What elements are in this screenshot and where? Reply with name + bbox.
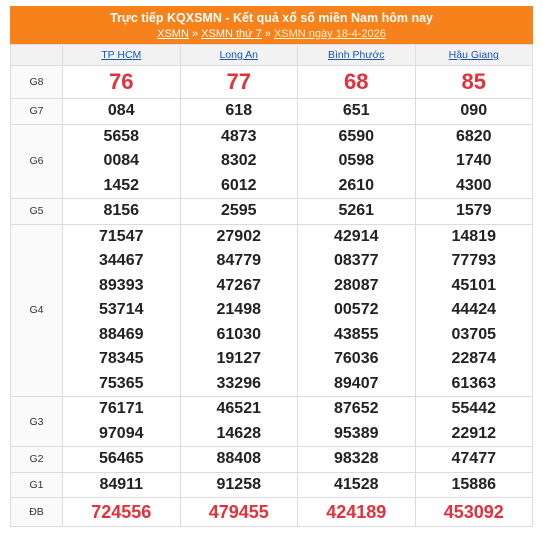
prize-number: 4873 bbox=[220, 127, 257, 145]
column-header bbox=[415, 45, 533, 66]
prize-number: 97094 bbox=[99, 424, 144, 442]
prize-label: G2 bbox=[11, 447, 63, 473]
breadcrumb-separator: » bbox=[191, 28, 199, 40]
prize-number: 88469 bbox=[99, 325, 144, 343]
prize-number: 71547 bbox=[99, 227, 144, 245]
prize-number: 28087 bbox=[334, 276, 379, 294]
prize-number: 43855 bbox=[334, 325, 379, 343]
province-link-long-an[interactable]: Long An bbox=[219, 49, 259, 61]
prize-number: 89407 bbox=[334, 374, 379, 392]
prize-number: 45101 bbox=[451, 276, 496, 294]
prize-number: 19127 bbox=[216, 350, 261, 367]
prize-label: G5 bbox=[11, 199, 63, 225]
breadcrumb-xsmn[interactable]: XSMN bbox=[157, 28, 189, 40]
prize-number: 85 bbox=[415, 66, 533, 99]
prize-number: 15886 bbox=[415, 472, 533, 498]
prize-number: 8156 bbox=[63, 199, 181, 225]
prize-label: G4 bbox=[11, 224, 63, 397]
prize-number: 77 bbox=[180, 66, 298, 99]
prize-number: 76036 bbox=[334, 350, 379, 367]
prize-number: 27902 bbox=[216, 227, 261, 245]
prize-number: 22874 bbox=[451, 350, 496, 367]
prize-number: 4300 bbox=[455, 176, 492, 194]
prize-label: G6 bbox=[11, 124, 63, 199]
breadcrumb-xsmn-saturday[interactable]: XSMN thứ 7 bbox=[201, 28, 262, 40]
prize-number: 2595 bbox=[180, 199, 298, 225]
province-link-tp-hcm[interactable]: TP HCM bbox=[101, 49, 142, 61]
special-prize-number: 453092 bbox=[415, 498, 533, 527]
prize-row-g6 bbox=[11, 124, 533, 199]
prize-cell bbox=[63, 397, 181, 447]
prize-number: 5261 bbox=[298, 199, 416, 225]
prize-row-g2 bbox=[11, 447, 533, 473]
prize-number: 75365 bbox=[99, 374, 144, 392]
prize-number: 46521 bbox=[216, 400, 261, 417]
prize-row-g1 bbox=[11, 472, 533, 498]
prize-number: 2610 bbox=[338, 176, 375, 194]
prize-number: 44424 bbox=[451, 301, 496, 318]
prize-number: 61363 bbox=[451, 374, 496, 392]
prize-cell bbox=[415, 397, 533, 447]
prize-number: 76 bbox=[63, 66, 181, 99]
prize-number: 68 bbox=[298, 66, 416, 99]
prize-number: 1740 bbox=[455, 152, 492, 169]
prize-number: 21498 bbox=[216, 301, 261, 318]
prize-number: 6820 bbox=[455, 127, 492, 145]
prize-cell bbox=[63, 124, 181, 199]
prize-number: 77793 bbox=[451, 252, 496, 269]
prize-row-g7 bbox=[11, 99, 533, 125]
prize-number: 89393 bbox=[99, 276, 144, 294]
special-prize-number: 724556 bbox=[63, 498, 181, 527]
special-prize-number: 424189 bbox=[298, 498, 416, 527]
prize-number: 618 bbox=[180, 99, 298, 125]
prize-number: 0598 bbox=[338, 152, 375, 169]
prize-number: 47477 bbox=[415, 447, 533, 473]
prize-number: 33296 bbox=[216, 374, 261, 392]
prize-number: 14819 bbox=[451, 227, 496, 245]
prize-number: 6590 bbox=[338, 127, 375, 145]
prize-number: 76171 bbox=[99, 400, 144, 417]
prize-number: 08377 bbox=[334, 252, 379, 269]
page-title: Trực tiếp KQXSMN - Kết quả xổ số miền Nam hôm nay bbox=[110, 11, 433, 25]
prize-label: G8 bbox=[11, 66, 63, 99]
prize-row-g4 bbox=[11, 224, 533, 397]
prize-number: 22912 bbox=[451, 424, 496, 442]
prize-row-g3 bbox=[11, 397, 533, 447]
breadcrumb bbox=[10, 28, 533, 41]
prize-label: G1 bbox=[11, 472, 63, 498]
column-header bbox=[180, 45, 298, 66]
prize-cell bbox=[298, 397, 416, 447]
prize-cell bbox=[63, 224, 181, 397]
prize-cell bbox=[298, 124, 416, 199]
corner-cell bbox=[11, 45, 63, 66]
prize-number: 61030 bbox=[216, 325, 261, 343]
prize-number: 84779 bbox=[216, 252, 261, 269]
prize-number: 47267 bbox=[216, 276, 261, 294]
prize-number: 87652 bbox=[334, 400, 379, 417]
results-table bbox=[10, 44, 533, 527]
prize-number: 42914 bbox=[334, 227, 379, 245]
prize-number: 34467 bbox=[99, 252, 144, 269]
results-panel bbox=[10, 6, 533, 527]
prize-row-special bbox=[11, 498, 533, 527]
column-header bbox=[63, 45, 181, 66]
prize-row-g8 bbox=[11, 66, 533, 99]
prize-cell bbox=[415, 124, 533, 199]
province-link-hau-giang[interactable]: Hậu Giang bbox=[448, 49, 499, 61]
prize-number: 8302 bbox=[220, 152, 257, 169]
prize-number: 084 bbox=[63, 99, 181, 125]
column-header-row bbox=[11, 45, 533, 66]
prize-number: 03705 bbox=[451, 325, 496, 343]
province-link-binh-phuoc[interactable]: Bình Phước bbox=[327, 49, 385, 61]
prize-number: 78345 bbox=[99, 350, 144, 367]
prize-label: G7 bbox=[11, 99, 63, 125]
prize-number: 56465 bbox=[63, 447, 181, 473]
prize-number: 0084 bbox=[103, 152, 140, 169]
prize-number: 1579 bbox=[415, 199, 533, 225]
breadcrumb-separator: » bbox=[264, 28, 271, 40]
prize-number: 88408 bbox=[180, 447, 298, 473]
prize-cell bbox=[415, 224, 533, 397]
special-prize-number: 479455 bbox=[180, 498, 298, 527]
prize-cell bbox=[180, 397, 298, 447]
prize-number: 6012 bbox=[220, 176, 257, 194]
prize-number: 1452 bbox=[103, 176, 140, 194]
prize-label: G3 bbox=[11, 397, 63, 447]
prize-number: 55442 bbox=[451, 400, 496, 417]
prize-number: 91258 bbox=[180, 472, 298, 498]
prize-number: 00572 bbox=[334, 301, 379, 318]
prize-cell bbox=[180, 224, 298, 397]
prize-cell bbox=[180, 124, 298, 199]
results-header bbox=[10, 6, 533, 44]
prize-cell bbox=[298, 224, 416, 397]
breadcrumb-xsmn-date[interactable]: XSMN ngày 18-4-2026 bbox=[273, 28, 386, 40]
prize-number: 41528 bbox=[298, 472, 416, 498]
prize-number: 95389 bbox=[334, 424, 379, 442]
prize-label: ĐB bbox=[11, 498, 63, 527]
column-header bbox=[298, 45, 416, 66]
prize-row-g5 bbox=[11, 199, 533, 225]
prize-number: 14628 bbox=[216, 424, 261, 442]
prize-number: 84911 bbox=[63, 472, 181, 498]
prize-number: 651 bbox=[298, 99, 416, 125]
prize-number: 090 bbox=[415, 99, 533, 125]
prize-number: 5658 bbox=[103, 127, 140, 145]
prize-number: 53714 bbox=[99, 301, 144, 318]
prize-number: 98328 bbox=[298, 447, 416, 473]
